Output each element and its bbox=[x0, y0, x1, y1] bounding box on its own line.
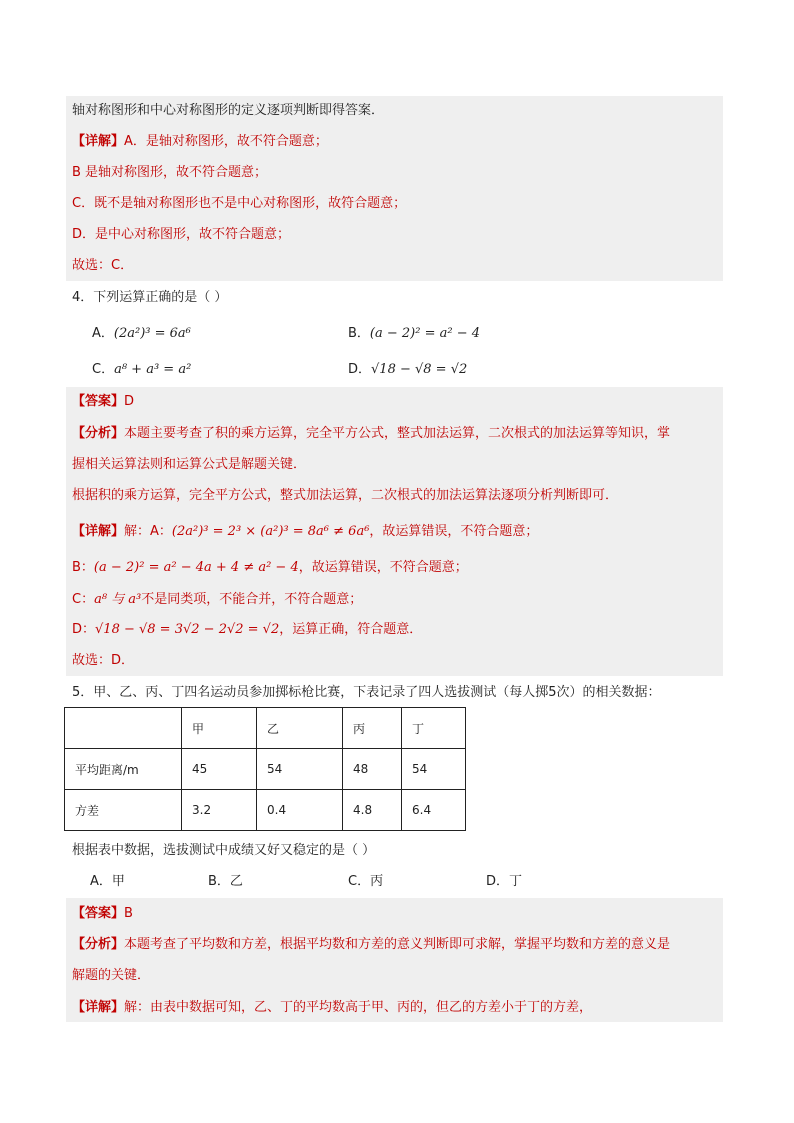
q4-answer bbox=[72, 394, 722, 410]
q4-stem: 4．下列运算正确的是（ ） bbox=[72, 290, 228, 305]
analysis-tag: 【分析】 bbox=[72, 937, 125, 952]
q5-option-b: B．乙 bbox=[208, 874, 243, 889]
q5-analysis-1 bbox=[72, 937, 722, 953]
table-cell bbox=[65, 708, 182, 749]
detail-suffix: ，故运算错误，不符合题意； bbox=[369, 524, 539, 539]
q3-detail-a-text: A．是轴对称图形，故不符合题意； bbox=[124, 134, 328, 149]
detail-suffix: 不是同类项，不能合并，不符合题意； bbox=[141, 592, 363, 607]
table-cell: 54 bbox=[402, 749, 466, 790]
q5-option-a: A．甲 bbox=[90, 874, 125, 889]
q5-detail-1 bbox=[72, 1000, 722, 1016]
option-expr: a⁸ + a³ = a² bbox=[114, 362, 192, 377]
answer-value: D bbox=[124, 394, 135, 409]
q4-analysis-2: 握相关运算法则和运算公式是解题关键． bbox=[72, 457, 307, 472]
detail-expr: (a − 2)² = a² − 4a + 4 ≠ a² − 4 bbox=[93, 560, 299, 575]
table-row bbox=[65, 749, 466, 790]
q4-option-c bbox=[92, 362, 191, 378]
q4-detail-c bbox=[72, 592, 722, 608]
table-cell: 4.8 bbox=[343, 790, 402, 831]
q5-stem: 5．甲、乙、丙、丁四名运动员参加掷标枪比赛，下表记录了四人选拔测试（每人掷5次）的相关数据： bbox=[72, 685, 661, 700]
detail-prefix: D： bbox=[72, 622, 96, 637]
table-cell: 甲 bbox=[182, 708, 257, 749]
answer-value: B bbox=[124, 906, 133, 921]
table-cell: 方差 bbox=[65, 790, 182, 831]
table-cell: 45 bbox=[182, 749, 257, 790]
q3-detail-a bbox=[72, 134, 722, 150]
detail-tag: 【详解】 bbox=[72, 1000, 125, 1015]
table-cell: 54 bbox=[257, 749, 343, 790]
analysis-tag: 【分析】 bbox=[72, 426, 125, 441]
q4-conclusion: 故选：D． bbox=[72, 653, 135, 668]
q5-analysis-2: 解题的关键． bbox=[72, 968, 151, 983]
table-cell: 平均距离/m bbox=[65, 749, 182, 790]
table-row bbox=[65, 790, 466, 831]
score-table bbox=[64, 707, 466, 831]
q4-detail-a bbox=[72, 524, 722, 540]
table-cell: 48 bbox=[343, 749, 402, 790]
detail-expr: a⁸ 与 a³ bbox=[94, 592, 142, 607]
detail-prefix: C： bbox=[72, 592, 95, 607]
q4-analysis-3: 根据积的乘方运算，完全平方公式，整式加法运算，二次根式的加法运算法逐项分析判断即可． bbox=[72, 488, 619, 503]
detail-prefix: 解：A： bbox=[124, 524, 172, 539]
detail-suffix: ，故运算错误，不符合题意； bbox=[298, 560, 468, 575]
q4-option-b bbox=[348, 326, 480, 342]
answer-tag: 【答案】 bbox=[72, 394, 125, 409]
table-cell: 乙 bbox=[257, 708, 343, 749]
option-letter: D． bbox=[348, 362, 372, 377]
q3-intro: 轴对称图形和中心对称图形的定义逐项判断即得答案． bbox=[72, 103, 385, 118]
q3-conclusion: 故选：C． bbox=[72, 258, 134, 273]
option-expr: √18 − √8 = √2 bbox=[371, 362, 468, 377]
option-expr: (2a²)³ = 6a⁶ bbox=[113, 326, 191, 341]
table-cell: 3.2 bbox=[182, 790, 257, 831]
analysis-text: 本题考查了平均数和方差，根据平均数和方差的意义判断即可求解，掌握平均数和方差的意义是 bbox=[124, 937, 671, 952]
detail-tag: 【详解】 bbox=[72, 134, 125, 149]
q4-analysis-1 bbox=[72, 426, 722, 442]
q5-question: 根据表中数据，选拔测试中成绩又好又稳定的是（ ） bbox=[72, 843, 376, 858]
table-cell: 丙 bbox=[343, 708, 402, 749]
table-header-row bbox=[65, 708, 466, 749]
q4-option-a bbox=[92, 326, 191, 342]
solution-block-q3 bbox=[66, 96, 723, 281]
q4-option-d bbox=[348, 362, 467, 378]
option-letter: B． bbox=[348, 326, 370, 341]
option-expr: (a − 2)² = a² − 4 bbox=[369, 326, 481, 341]
detail-expr: √18 − √8 = 3√2 − 2√2 = √2 bbox=[95, 622, 280, 637]
option-letter: C． bbox=[92, 362, 115, 377]
answer-tag: 【答案】 bbox=[72, 906, 125, 921]
q4-detail-d bbox=[72, 622, 722, 638]
detail-prefix: B： bbox=[72, 560, 94, 575]
table-cell: 0.4 bbox=[257, 790, 343, 831]
q4-detail-b bbox=[72, 560, 722, 576]
q3-detail-c: C．既不是轴对称图形也不是中心对称图形，故符合题意； bbox=[72, 196, 407, 211]
detail-tag: 【详解】 bbox=[72, 524, 125, 539]
q5-option-c: C．丙 bbox=[348, 874, 384, 889]
q5-answer bbox=[72, 906, 722, 922]
detail-expr: (2a²)³ = 2³ × (a²)³ = 8a⁶ ≠ 6a⁶ bbox=[171, 524, 370, 539]
detail-suffix: ，运算正确，符合题意． bbox=[279, 622, 423, 637]
table-cell: 6.4 bbox=[402, 790, 466, 831]
detail-text: 解：由表中数据可知，乙、丁的平均数高于甲、丙的，但乙的方差小于丁的方差， bbox=[124, 1000, 593, 1015]
q5-option-d: D．丁 bbox=[486, 874, 523, 889]
table-cell: 丁 bbox=[402, 708, 466, 749]
q3-detail-d: D．是中心对称图形，故不符合题意； bbox=[72, 227, 291, 242]
analysis-text: 本题主要考查了积的乘方运算，完全平方公式，整式加法运算，二次根式的加法运算等知识，掌 bbox=[124, 426, 671, 441]
option-letter: A． bbox=[92, 326, 114, 341]
q3-detail-b: B 是轴对称图形，故不符合题意； bbox=[72, 165, 268, 180]
